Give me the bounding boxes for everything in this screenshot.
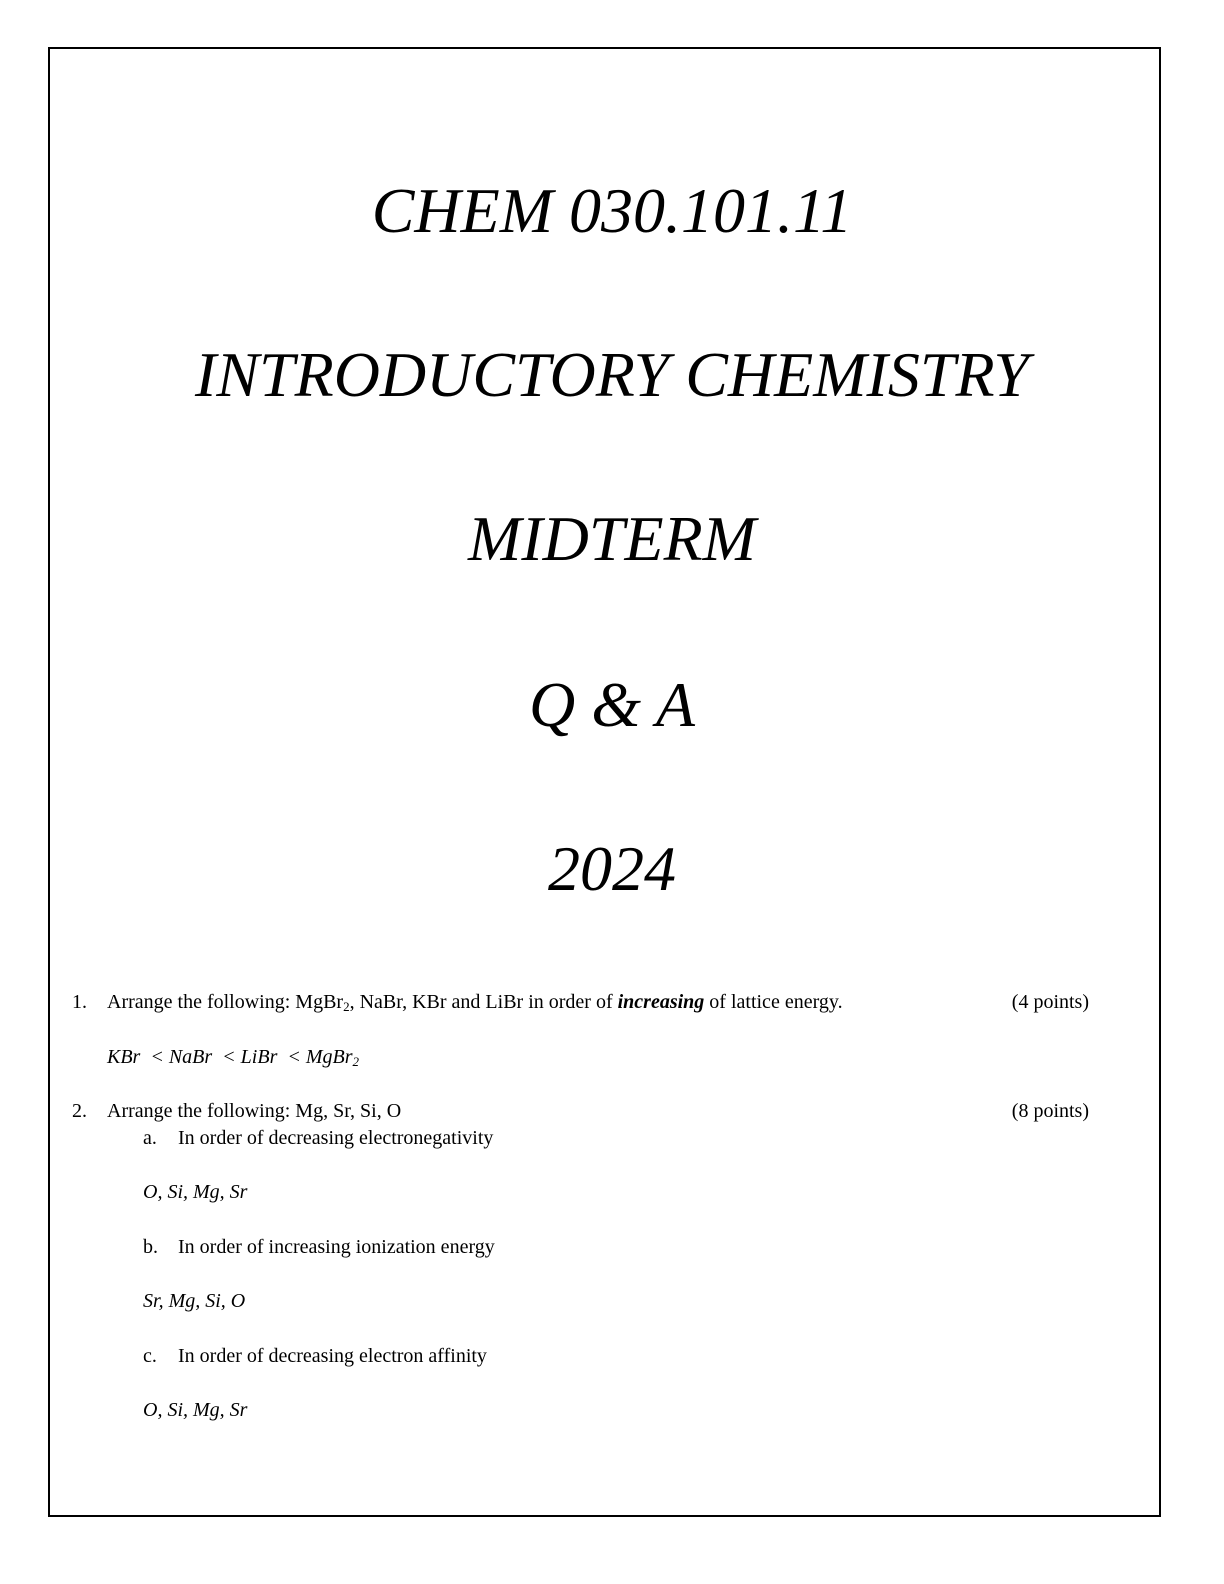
q1-text-c: of lattice energy. (704, 991, 843, 1013)
q2a-answer: O, Si, Mg, Sr (143, 1181, 248, 1203)
q2c-answer: O, Si, Mg, Sr (143, 1399, 248, 1421)
course-code-title: CHEM 030.101.11 (371, 175, 853, 246)
year-title: 2024 (548, 833, 676, 904)
exam-type-title: Q & A (529, 669, 695, 740)
q1-text-b: , NaBr, KBr and LiBr in order of (349, 991, 618, 1013)
q2a-label: a. (143, 1127, 157, 1149)
q1-text-a: Arrange the following: MgBr (107, 991, 344, 1013)
q2-text: Arrange the following: Mg, Sr, Si, O (107, 1100, 402, 1122)
q1-emphasis: increasing (617, 991, 705, 1013)
q2c-label: c. (143, 1345, 157, 1367)
q2b-answer: Sr, Mg, Si, O (143, 1290, 246, 1312)
q1-answer-text: KBr < NaBr < LiBr < MgBr (107, 1046, 353, 1068)
q2-points: (8 points) (1011, 1100, 1089, 1122)
q1-answer-subscript: 2 (352, 1054, 360, 1069)
course-name-title: INTRODUCTORY CHEMISTRY (195, 339, 1029, 410)
q1-number: 1. (72, 991, 87, 1013)
q1-subscript: 2 (343, 999, 350, 1014)
q1-answer (107, 1045, 359, 1069)
q2-number: 2. (72, 1100, 87, 1122)
q1-points: (4 points) (1011, 991, 1089, 1013)
q1-text (107, 990, 843, 1014)
q2b-text: In order of increasing ionization energy (178, 1236, 495, 1258)
q2a-text: In order of decreasing electronegativity (178, 1127, 494, 1149)
q2b-label: b. (143, 1236, 158, 1258)
q2c-text: In order of decreasing electron affinity (178, 1345, 487, 1367)
exam-title: MIDTERM (468, 503, 756, 574)
